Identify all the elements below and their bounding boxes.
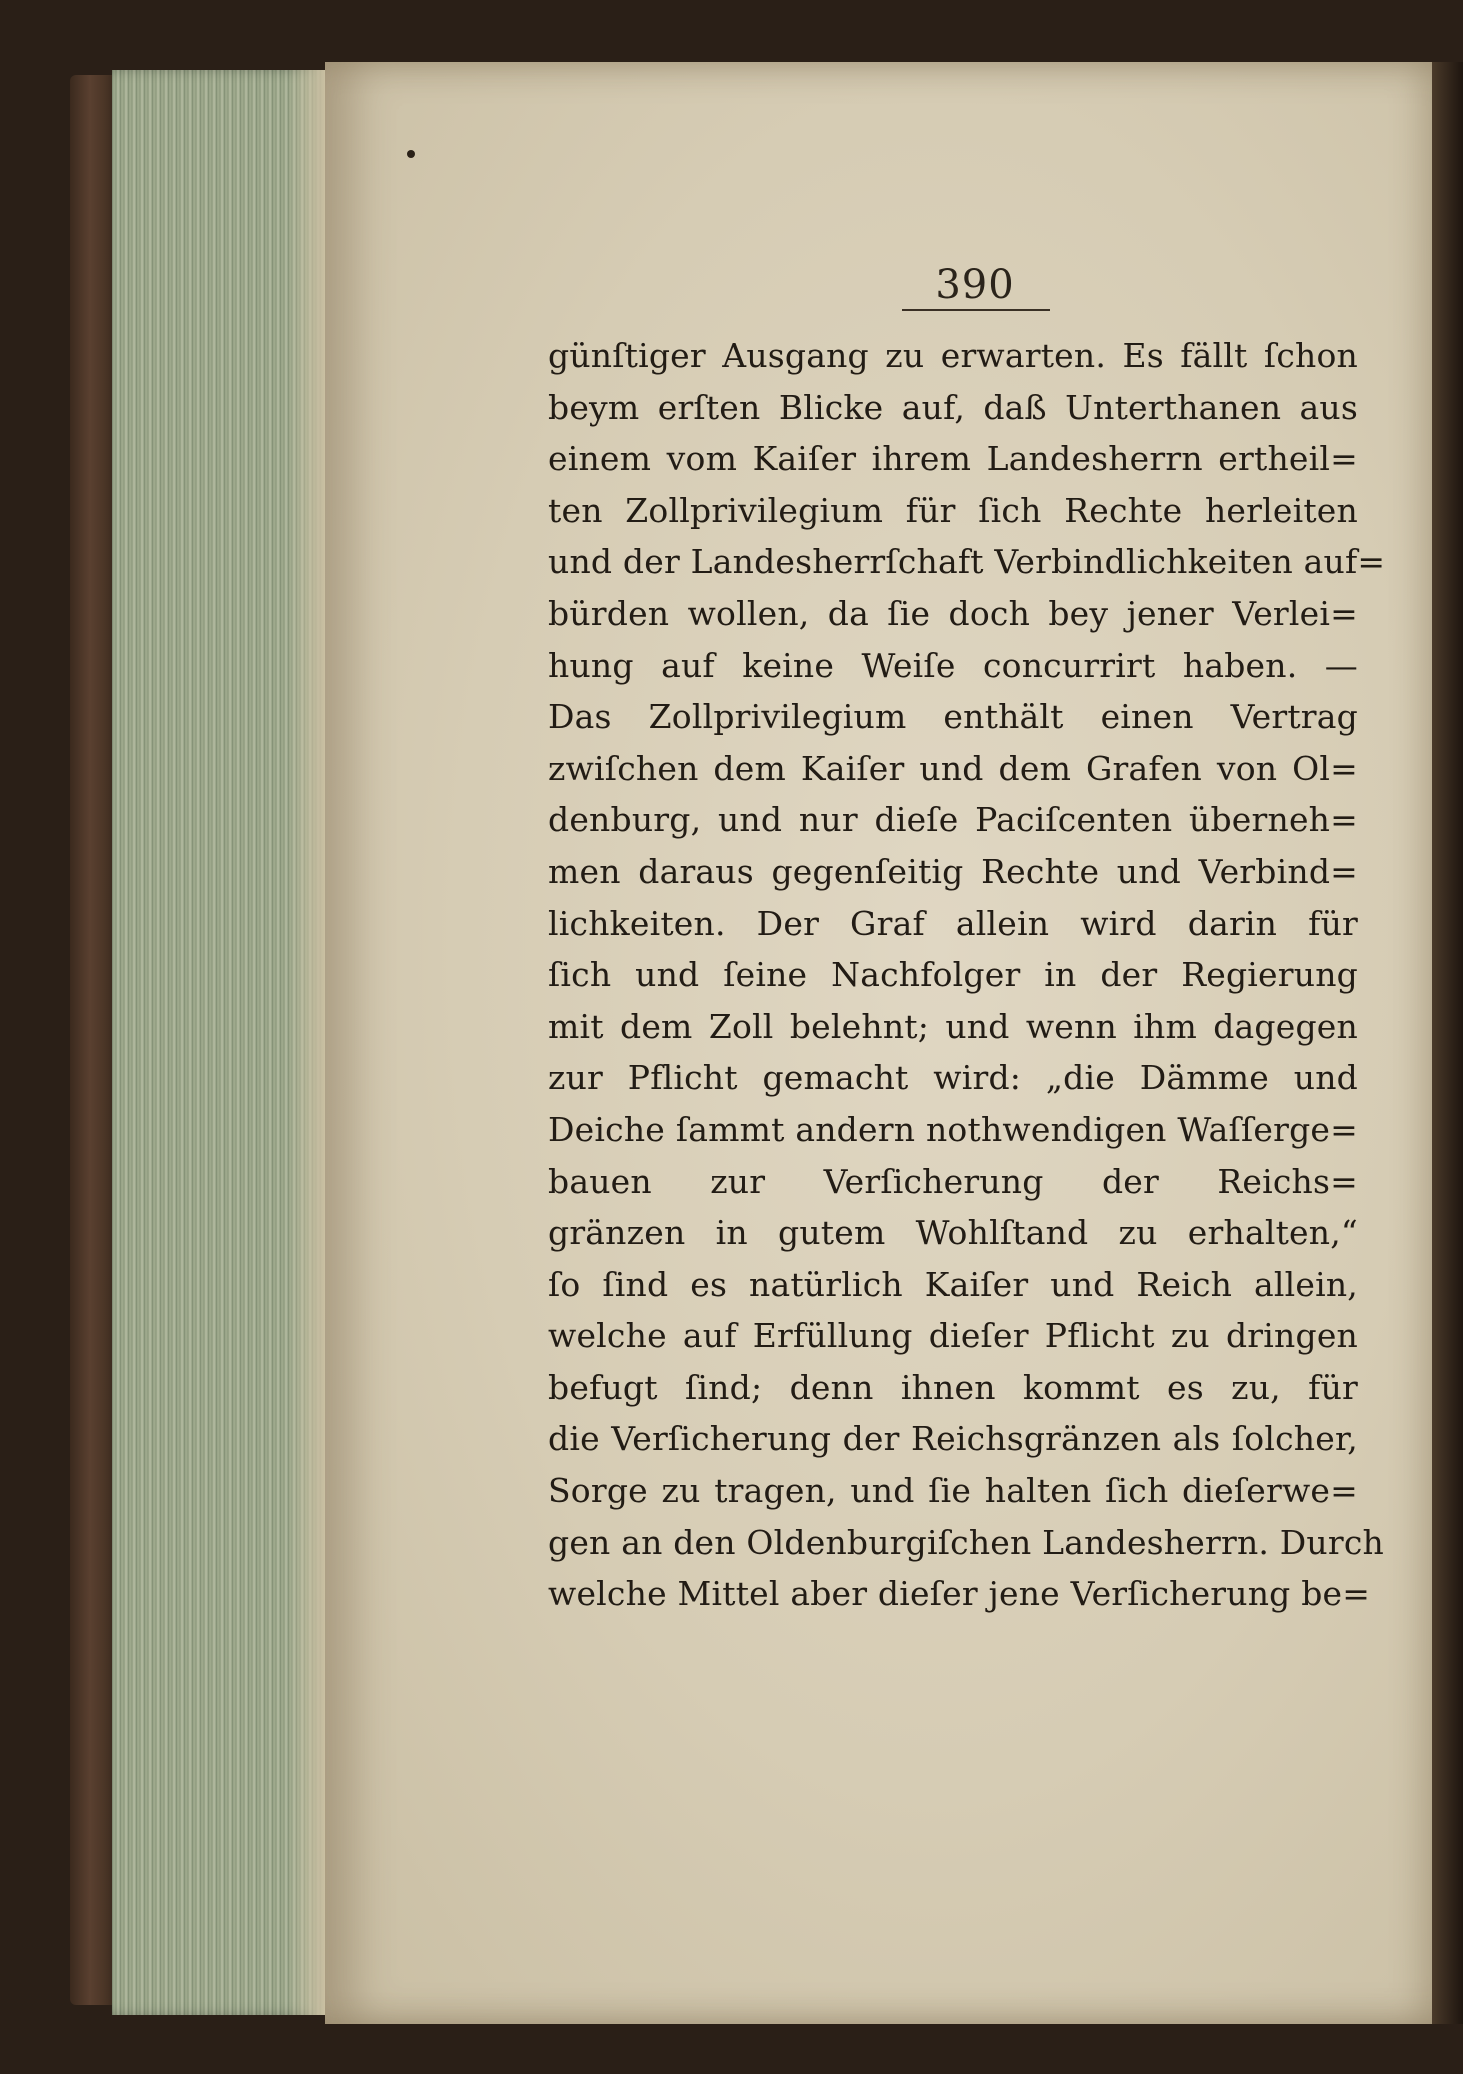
- text-line: welche Mittel aber dieſer jene Verſicherung be=: [548, 1574, 1371, 1614]
- text-line: ſo ſind es natürlich Kaiſer und Reich allein,: [548, 1264, 1358, 1304]
- text-line: befugt ſind; denn ihnen kommt es zu, für: [548, 1367, 1358, 1407]
- text-line: hung auf keine Weiſe concurrirt haben. —: [548, 645, 1358, 685]
- text-line: men daraus gegenſeitig Rechte und Verbind=: [548, 851, 1358, 891]
- text-line: ſich und ſeine Nachfolger in der Regierung: [548, 955, 1358, 995]
- right-gutter-shadow: [1432, 62, 1463, 2024]
- page-number: 390: [935, 262, 1015, 308]
- text-line: zwiſchen dem Kaiſer und dem Grafen von Ol=: [548, 748, 1358, 788]
- page-edges-stack: [112, 70, 327, 2015]
- text-line: gränzen in gutem Wohlſtand zu erhalten,“: [548, 1213, 1358, 1253]
- header-rule: [902, 309, 1050, 311]
- text-line: und der Landesherrſchaft Verbindlichkeiten auf=: [548, 542, 1386, 582]
- text-line: zur Pflicht gemacht wird: „die Dämme und: [548, 1058, 1358, 1098]
- text-line: gen an den Oldenburgiſchen Landesherrn. Durch: [548, 1522, 1384, 1562]
- page-number-container: [900, 262, 1050, 308]
- text-line: Sorge zu tragen, und ſie halten ſich dieſerwe=: [548, 1471, 1358, 1511]
- text-line: günſtiger Ausgang zu erwarten. Es fällt ſchon: [548, 336, 1358, 375]
- text-line: lichkeiten. Der Graf allein wird darin für: [548, 903, 1358, 943]
- page-text-body: [548, 330, 1386, 1620]
- text-line: Das Zollprivilegium enthält einen Vertrag: [548, 697, 1358, 737]
- text-line: denburg, und nur dieſe Paciſcenten überneh=: [548, 800, 1358, 840]
- ink-speck: [407, 150, 415, 158]
- text-line: mit dem Zoll belehnt; und wenn ihm dagegen: [548, 1006, 1358, 1046]
- text-line: die Verſicherung der Reichsgränzen als ſolcher,: [548, 1419, 1358, 1459]
- text-line: bürden wollen, da ſie doch bey jener Verlei=: [548, 593, 1358, 633]
- text-line: bauen zur Verſicherung der Reichs=: [548, 1161, 1358, 1201]
- text-line: ten Zollprivilegium für ſich Rechte herleiten: [548, 490, 1358, 530]
- text-line: einem vom Kaiſer ihrem Landesherrn ertheil=: [548, 439, 1358, 479]
- text-line: welche auf Erfüllung dieſer Pflicht zu dringen: [548, 1316, 1358, 1356]
- text-line: Deiche ſammt andern nothwendigen Waſſerge=: [548, 1109, 1358, 1149]
- text-line: beym erſten Blicke auf, daß Unterthanen aus: [548, 387, 1358, 427]
